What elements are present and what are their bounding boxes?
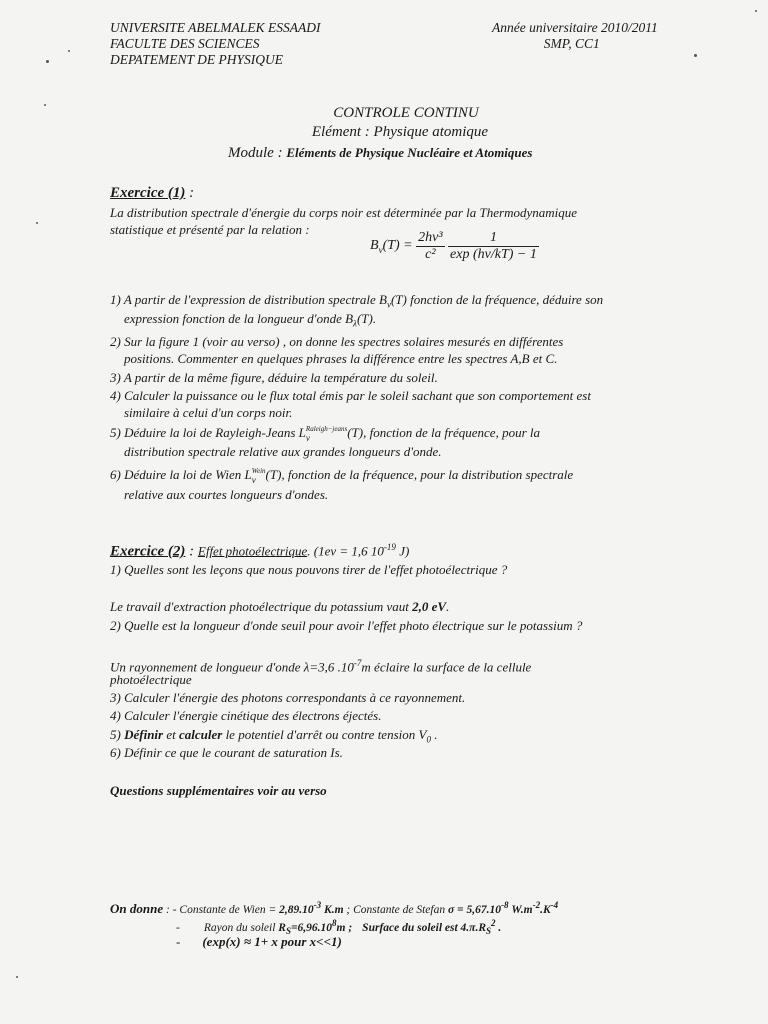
department-name: DEPATEMENT DE PHYSIQUE [110,52,284,67]
ex1-q1-line2: expression fonction de la longueur d'onde $B_\lambda(T)$. [124,311,377,329]
module-line: Module : Eléments de Physique Nucléaire et Atomiques [228,145,533,161]
supplementary-note: Questions supplémentaires voir au verso [110,783,327,798]
ex1-q1-line1: 1) A partir de l'expression de distribution spectrale $B_\nu(T)$ fonction de la fréquence, déduire son [110,292,604,310]
ex1-q6-line1: 6) Déduire la loi de Wien L Wein ν (T), fonction de la fréquence, pour la distribution spectrale [110,467,574,486]
ex2-q2: 2) Quelle est la longueur d'onde seuil pour avoir l'effet photo électrique sur le potassium ? [110,618,583,633]
scan-speck [46,60,49,63]
ex1-q4-line1: 4) Calculer la puissance ou le flux total émis par le soleil sachant que son comportement est [110,388,591,403]
academic-year: Année universitaire 2010/2011 [492,20,658,35]
header-left [110,20,320,68]
faculty-name: FACULTE DES SCIENCES [110,36,260,51]
ex2-q5: 5) Définir et calculer le potentiel d'arrêt ou contre tension $V_0$ . [110,727,438,745]
ex1-q5-line1: 5) Déduire la loi de Rayleigh-Jeans L Raleigh−jeans ν (T), fonction de la fréquence, pour la [110,425,541,444]
scan-speck [68,50,70,52]
ex2-work-function: Le travail d'extraction photoélectrique du potassium vaut 2,0 eV. [110,599,450,614]
ex1-q5-line2: distribution spectrale relative aux grandes longueurs d'onde. [124,444,442,459]
ex1-q3: 3) A partir de la même figure, déduire la température du soleil. [110,370,438,385]
ex1-intro-line2: statistique et présenté par la relation : [110,222,310,237]
exercise-2-heading: Exercice (2) : Effet photoélectrique. (1ev = 1,6 $10^{-19}$ J) [110,542,410,560]
class-code: SMP, CC1 [543,36,600,51]
ex1-q4-line2: similaire à celui d'un corps noir. [124,405,293,420]
ex1-q6-line2: relative aux courtes longueurs d'ondes. [124,487,329,502]
ex1-q2-line1: 2) Sur la figure 1 (voir au verso) , on donne les spectres solaires mesurés en différentes [110,334,564,349]
ex2-radiation-line1: Un rayonnement de longueur d'onde λ=3,6 $.10^{-7}m$ éclaire la surface de la cellule [110,658,532,675]
constants-line2: - Rayon du soleil $R_S=6,96.10^8m$ ; Surface du soleil est $4.\pi.R_S^2$ . [176,918,502,937]
ex2-q1: 1) Quelles sont les leçons que nous pouvons tirer de l'effet photoélectrique ? [110,562,508,577]
constants-line1: On donne : - Constante de Wien = $2,89.10^{-3}$ K.m ; Constante de Stefan $\sigma = 5,67.10^{-8}$ $W.m^{-2}.K^{-4}$ [110,900,559,916]
scan-speck [755,10,757,12]
planck-formula: $B_\nu(T)$ = $\frac{\text{2hν³}}{\text{c²}}$ $\frac{1}{\exp (h\nu/kT) - 1}$ [370,230,537,262]
scan-speck [16,976,18,978]
fraction-exponential: $\frac{1}{\exp (h\nu/kT) - 1}$ [450,230,537,262]
scan-speck [36,222,38,224]
element-line: Elément : Physique atomique [311,124,489,140]
fraction-prefactor: $\frac{\text{2hν³}}{\text{c²}}$ [418,230,443,262]
ex1-intro-line1: La distribution spectrale d'énergie du corps noir est déterminée par la Thermodynamique [110,205,577,220]
header-right [492,20,658,52]
ex2-radiation-line2: photoélectrique [110,672,192,687]
university-name: UNIVERSITE ABELMALEK ESSAADI [110,20,321,35]
ex2-q3: 3) Calculer l'énergie des photons correspondants à ce rayonnement. [110,690,466,705]
ex2-q4: 4) Calculer l'énergie cinétique des électrons éjectés. [110,708,382,723]
scan-speck [694,54,697,57]
exercise-1-heading: Exercice (1) : [110,185,195,201]
exam-title: CONTROLE CONTINU [333,105,479,121]
ex1-q2-line2: positions. Commenter en quelques phrases la différence entre les spectres A,B et C. [124,351,558,366]
constants-line3: - (exp(x) ≈ 1+ x pour x<<1) [176,934,342,949]
ex2-q6: 6) Définir ce que le courant de saturation Is. [110,745,343,760]
